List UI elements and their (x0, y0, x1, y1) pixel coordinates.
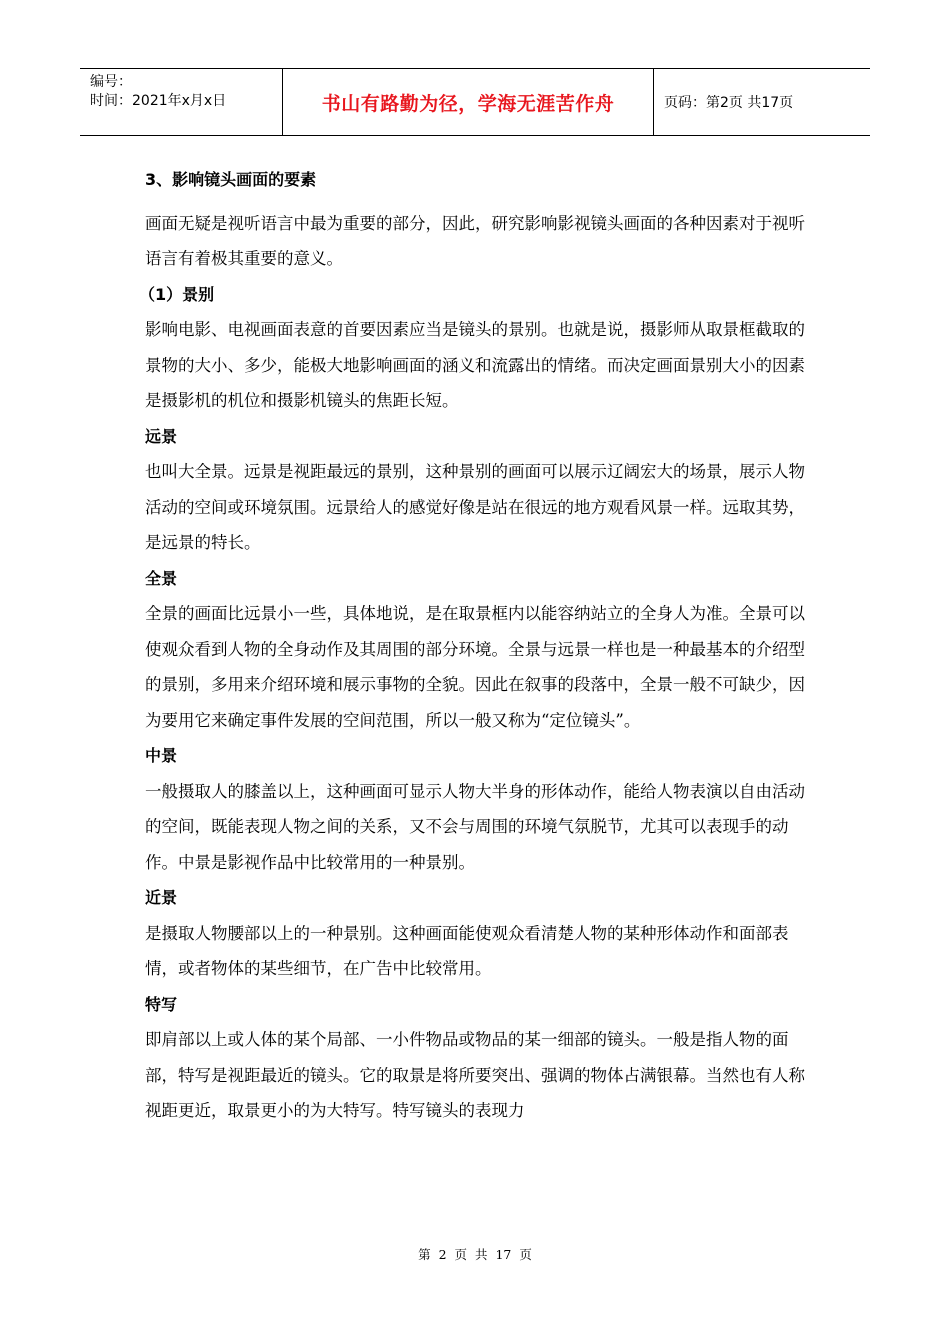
page-label: 页码：第2页 共17页 (654, 69, 871, 136)
header-motto-cell (283, 69, 654, 136)
subsection-title: （1）景别 (139, 284, 215, 304)
header-meta-cell (80, 69, 283, 136)
term-title-quanjing: 全景 (145, 568, 178, 588)
document-header (80, 68, 870, 136)
date-label: 时间：2021年x月x日 (90, 93, 227, 109)
term-text-texie: 即肩部以上或人体的某个局部、一小件物品或物品的某一细部的镜头。一般是指人物的面部，特写是视距最近的镜头。它的取景是将所要突出、强调的物体占满银幕。当然也有人称视距更近，取景更小的为大特写。特写镜头的表现力 (145, 1030, 805, 1120)
term-text-jinjing: 是摄取人物腰部以上的一种景别。这种画面能使观众看清楚人物的某种形体动作和面部表情，或者物体的某些细节，在广告中比较常用。 (145, 923, 789, 978)
page-footer: 第 2 页 共 17 页 (418, 1247, 532, 1262)
section-title: 3、影响镜头画面的要素 (145, 170, 317, 189)
term-text-yuanjing: 也叫大全景。远景是视距最远的景别，这种景别的画面可以展示辽阔宏大的场景，展示人物活动的空间或环境氛围。远景给人的感觉好像是站在很远的地方观看风景一样。远取其势，是远景的特长。 (145, 462, 805, 552)
term-title-jinjing: 近景 (145, 888, 178, 907)
number-label: 编号： (90, 74, 132, 90)
subsection-paragraph: 影响电影、电视画面表意的首要因素应当是镜头的景别。也就是说，摄影师从取景框截取的景物的大小、多少，能极大地影响画面的涵义和流露出的情绪。而决定画面景别大小的因素是摄影机的机位和摄影机镜头的焦距长短。 (145, 320, 805, 410)
term-text-zhongjing: 一般摄取人的膝盖以上，这种画面可显示人物大半身的形体动作，能给人物表演以自由活动的空间，既能表现人物之间的关系，又不会与周围的环境气氛脱节，尤其可以表现手的动作。中景是影视作品中比较常用的一种景别。 (145, 781, 805, 872)
term-text-quanjing: 全景的画面比远景小一些，具体地说，是在取景框内以能容纳站立的全身人为准。全景可以使观众看到人物的全身动作及其周围的部分环境。全景与远景一样也是一种最基本的介绍型的景别，多用来介绍环境和展示事物的全貌。因此在叙事的段落中，全景一般不可缺少，因为要用它来确定事件发展的空间范围，所以一般又称为“定位镜头”。 (145, 604, 805, 730)
intro-paragraph: 画面无疑是视听语言中最为重要的部分，因此，研究影响影视镜头画面的各种因素对于视听语言有着极其重要的意义。 (145, 213, 805, 268)
motto-text: 书山有路勤为径，学海无涯苦作舟 (321, 92, 615, 115)
term-title-yuanjing: 远景 (145, 426, 178, 446)
document-body (139, 162, 815, 1129)
term-title-texie: 特写 (145, 994, 178, 1014)
term-title-zhongjing: 中景 (145, 746, 178, 765)
